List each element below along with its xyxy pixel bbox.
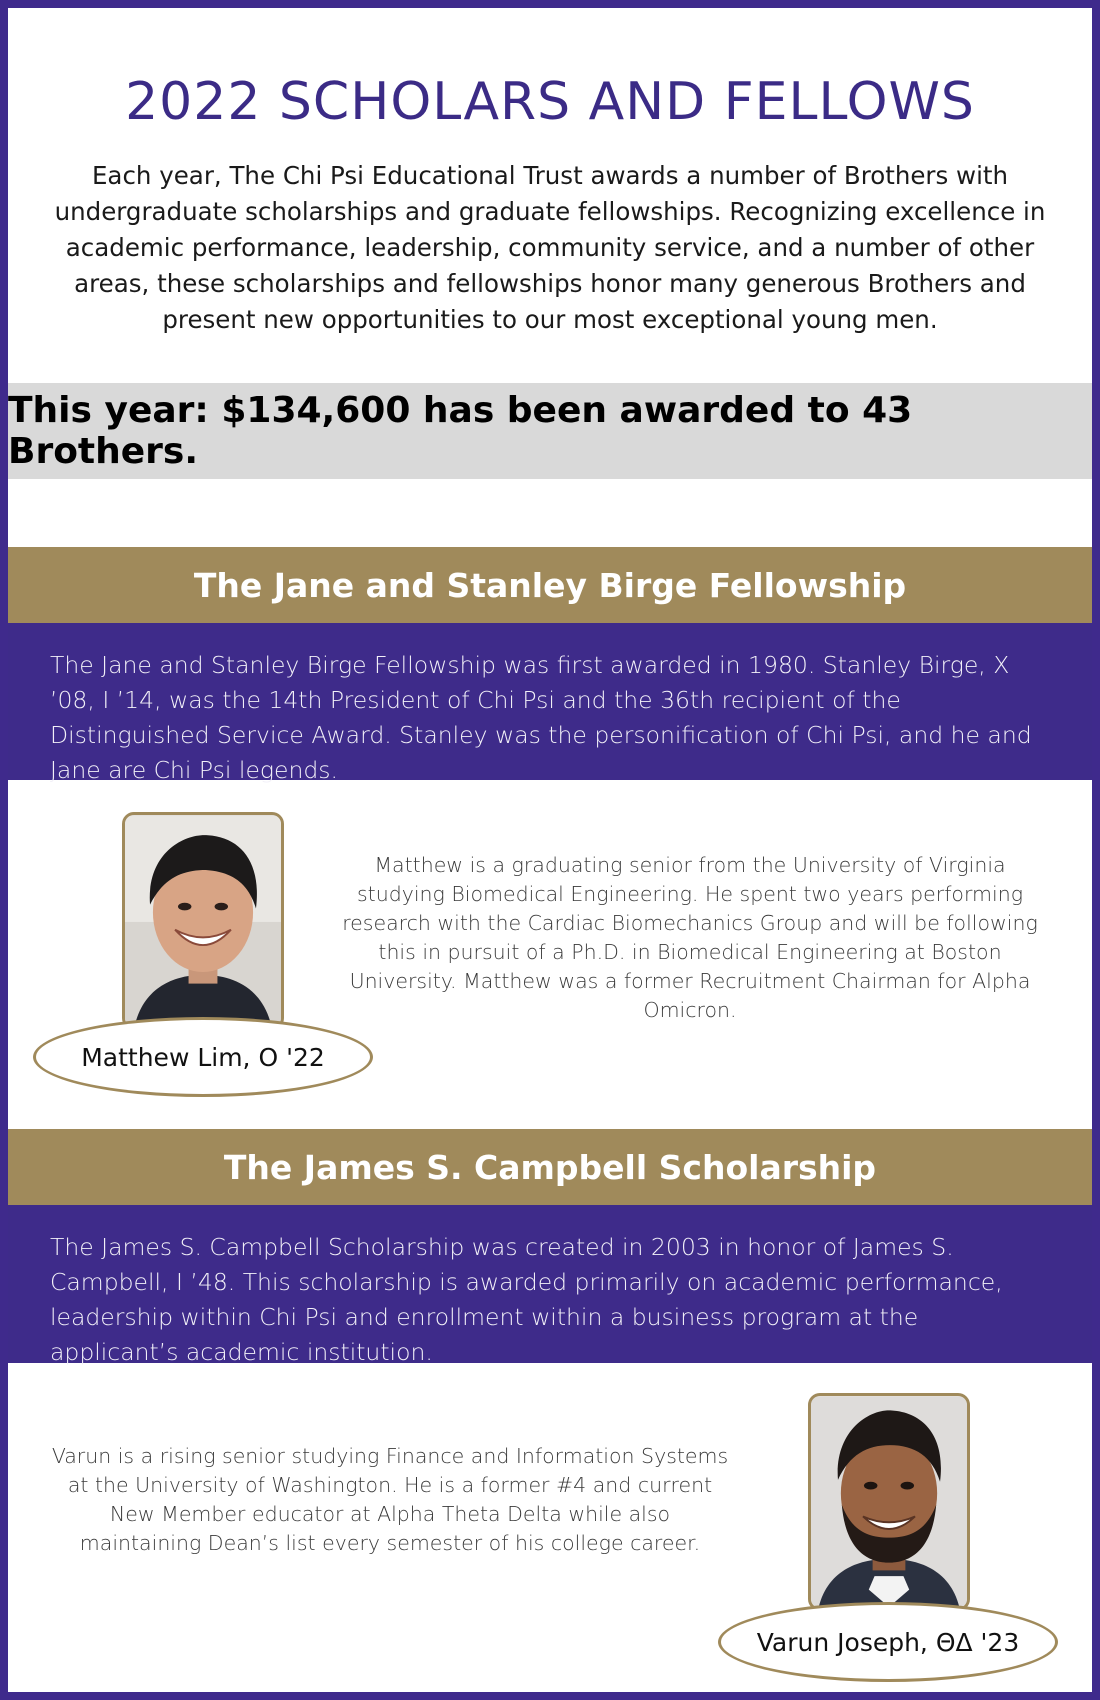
section-heading-campbell: The James S. Campbell Scholarship bbox=[223, 1147, 877, 1187]
award-summary-text: This year: $134,600 has been awarded to 43 Brothers. bbox=[8, 390, 913, 472]
recipient-bio-matthew: Matthew is a graduating senior from the University of Virginia studying Biomedical Engineering. He spent two years performing research with the Cardiac Biomechanics Group and will be following this in pursuit of a Ph.D. in Biomedical Engineering at Boston University. Matthew was a former Recruitment Chairman for Alpha Omicron. bbox=[342, 853, 1038, 1022]
recipient-name-badge-matthew bbox=[33, 1017, 373, 1097]
section-description-birge: The Jane and Stanley Birge Fellowship was first awarded in 1980. Stanley Birge, X ’08, I ’14, was the 14th President of Chi Psi and the 36th recipient of the Distinguished Service Award. Stanley was the personification of Chi Psi, and he and Jane are Chi Psi legends. bbox=[50, 651, 1032, 784]
recipient-photo-matthew bbox=[122, 812, 284, 1030]
section-heading-birge: The Jane and Stanley Birge Fellowship bbox=[193, 565, 907, 605]
recipient-bio-varun: Varun is a rising senior studying Finance and Information Systems at the University of Washington. He is a former #4 and current New Member educator at Alpha Theta Delta while also maintaining Dean’s list every semester of his college career. bbox=[51, 1444, 729, 1555]
section-heading-band-campbell bbox=[8, 1129, 1092, 1205]
portrait-photo-icon bbox=[811, 1396, 967, 1608]
section-heading-band-birge bbox=[8, 547, 1092, 623]
recipient-photo-varun bbox=[808, 1393, 970, 1611]
page-title: 2022 SCHOLARS AND FELLOWS bbox=[125, 72, 975, 132]
award-summary-band bbox=[8, 383, 1092, 479]
section-description-band-birge bbox=[8, 623, 1092, 784]
portrait-photo-icon bbox=[125, 815, 281, 1027]
recipient-name-badge-varun bbox=[718, 1602, 1058, 1682]
recipient-name-varun: Varun Joseph, ΘΔ '23 bbox=[756, 1627, 1020, 1657]
section-description-band-campbell bbox=[8, 1205, 1092, 1366]
intro-paragraph: Each year, The Chi Psi Educational Trust awards a number of Brothers with undergraduate scholarships and graduate fellowships. Recognizing excellence in academic performance, leadership, community service, and a number of other areas, these scholarships and fellowships honor many generous Brothers and present new opportunities to our most exceptional young men. bbox=[54, 161, 1046, 334]
recipient-name-matthew: Matthew Lim, O '22 bbox=[81, 1042, 325, 1072]
section-description-campbell: The James S. Campbell Scholarship was created in 2003 in honor of James S. Campbell, I ’48. This scholarship is awarded primarily on academic performance, leadership within Chi Psi and enrollment within a business program at the applicant’s academic institution. bbox=[50, 1233, 1003, 1366]
